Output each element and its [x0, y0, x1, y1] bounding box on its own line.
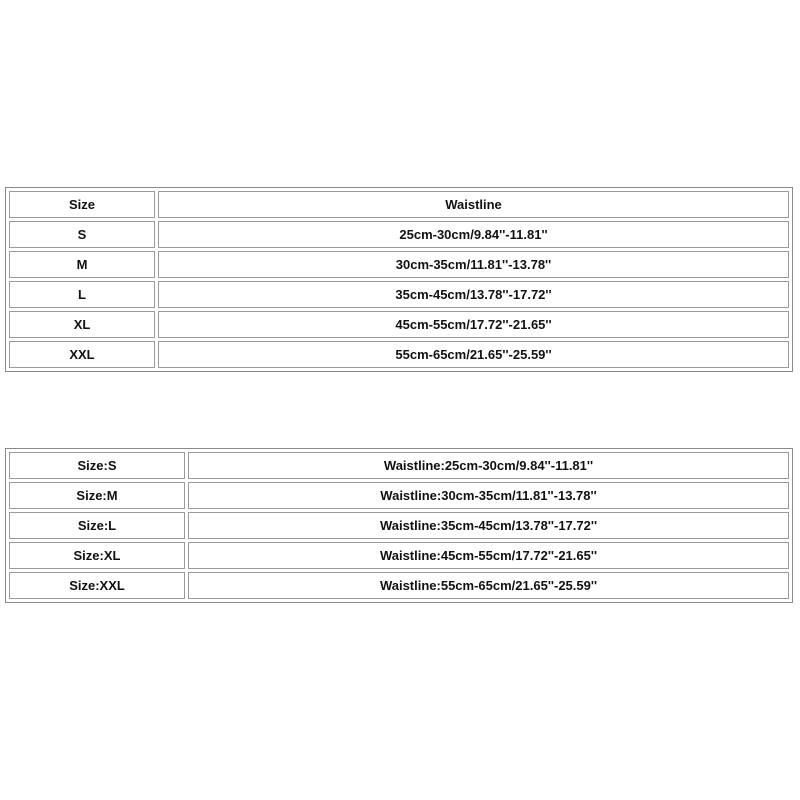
waistline-cell: Waistline:45cm-55cm/17.72''-21.65'' — [188, 542, 789, 569]
size-cell: Size:S — [9, 452, 185, 479]
size-cell: Size:L — [9, 512, 185, 539]
header-waistline: Waistline — [158, 191, 789, 218]
size-cell: Size:XL — [9, 542, 185, 569]
size-cell: XL — [9, 311, 155, 338]
size-cell: Size:XXL — [9, 572, 185, 599]
waistline-cell: Waistline:35cm-45cm/13.78''-17.72'' — [188, 512, 789, 539]
size-cell: S — [9, 221, 155, 248]
waistline-cell: 30cm-35cm/11.81''-13.78'' — [158, 251, 789, 278]
table-row — [9, 452, 789, 479]
size-chart-table — [5, 187, 793, 372]
table-row — [9, 251, 789, 278]
table-row — [9, 572, 789, 599]
header-size: Size — [9, 191, 155, 218]
size-cell: Size:M — [9, 482, 185, 509]
waistline-cell: 35cm-45cm/13.78''-17.72'' — [158, 281, 789, 308]
table-row — [9, 542, 789, 569]
table-row — [9, 512, 789, 539]
table-row — [9, 311, 789, 338]
waistline-cell: Waistline:30cm-35cm/11.81''-13.78'' — [188, 482, 789, 509]
waistline-cell: Waistline:55cm-65cm/21.65''-25.59'' — [188, 572, 789, 599]
waistline-cell: 55cm-65cm/21.65''-25.59'' — [158, 341, 789, 368]
waistline-cell: Waistline:25cm-30cm/9.84''-11.81'' — [188, 452, 789, 479]
waistline-cell: 45cm-55cm/17.72''-21.65'' — [158, 311, 789, 338]
size-label-table — [5, 448, 793, 603]
waistline-cell: 25cm-30cm/9.84''-11.81'' — [158, 221, 789, 248]
table-row — [9, 341, 789, 368]
table-row — [9, 281, 789, 308]
table-header-row — [9, 191, 789, 218]
size-cell: M — [9, 251, 155, 278]
size-cell: L — [9, 281, 155, 308]
table-row — [9, 482, 789, 509]
table-row — [9, 221, 789, 248]
size-cell: XXL — [9, 341, 155, 368]
